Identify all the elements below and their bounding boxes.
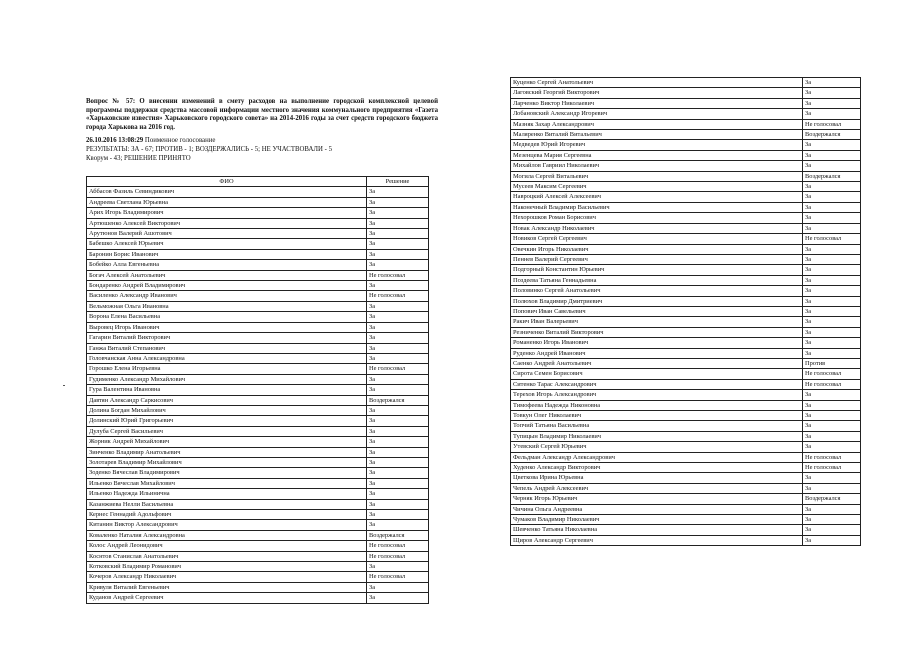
vote-decision: За: [803, 192, 861, 202]
table-row: [511, 306, 861, 316]
vote-decision: За: [803, 202, 861, 212]
vote-decision: За: [803, 296, 861, 306]
table-row: [87, 187, 429, 197]
deputy-name: Терехов Игорь Александрович: [511, 390, 803, 400]
vote-decision: За: [367, 197, 429, 207]
deputy-name: Сирота Семен Борисович: [511, 369, 803, 379]
table-row: [511, 213, 861, 223]
table-row: [511, 358, 861, 368]
deputy-name: Зоденко Вячеслав Владимирович: [87, 468, 367, 478]
table-row: [87, 218, 429, 228]
vote-decision: Не голосовал: [367, 551, 429, 561]
table-row: [511, 192, 861, 202]
vote-decision: За: [367, 343, 429, 353]
deputy-name: Черняк Игорь Юрьевич: [511, 494, 803, 504]
table-row: [511, 254, 861, 264]
vote-decision: За: [367, 426, 429, 436]
deputy-name: Шевченко Татьяна Николаевна: [511, 525, 803, 535]
deputy-name: Лаговский Георгий Викторович: [511, 88, 803, 98]
deputy-name: Ганжа Виталий Степанович: [87, 343, 367, 353]
vote-decision: За: [367, 239, 429, 249]
table-row: [511, 109, 861, 119]
vote-decision: За: [803, 109, 861, 119]
deputy-name: Топчий Татьяна Васильевна: [511, 421, 803, 431]
table-row: [511, 265, 861, 275]
deputy-name: Попович Иван Савельевич: [511, 306, 803, 316]
table-row: [87, 395, 429, 405]
vote-decision: За: [803, 244, 861, 254]
table-row: [87, 437, 429, 447]
vote-decision: За: [367, 322, 429, 332]
scan-speck: [63, 385, 65, 386]
deputy-name: Арих Игорь Владимирович: [87, 208, 367, 218]
vote-decision: За: [367, 468, 429, 478]
table-row: [87, 353, 429, 363]
table-row: [511, 223, 861, 233]
deputy-name: Ворона Елена Васильевна: [87, 312, 367, 322]
table-row: [87, 239, 429, 249]
vote-decision: За: [367, 312, 429, 322]
deputy-name: Поздеева Татьяна Геннадьевна: [511, 275, 803, 285]
vote-decision: За: [803, 390, 861, 400]
table-row: [87, 457, 429, 467]
vote-decision: За: [803, 442, 861, 452]
table-row: [511, 525, 861, 535]
table-row: [511, 421, 861, 431]
table-row: [511, 234, 861, 244]
table-row: [87, 260, 429, 270]
vote-decision: Не голосовал: [367, 572, 429, 582]
deputy-name: Худенко Александр Викторович: [511, 463, 803, 473]
deputy-name: Могила Сергей Витальевич: [511, 171, 803, 181]
deputy-name: Артюшенко Алексей Викторович: [87, 218, 367, 228]
vote-decision: За: [803, 88, 861, 98]
deputy-name: Долина Богдан Михайлович: [87, 405, 367, 415]
table-row: [511, 515, 861, 525]
deputy-name: Подгорный Константин Юрьевич: [511, 265, 803, 275]
table-row: [87, 343, 429, 353]
deputy-name: Зинченко Владимир Анатольевич: [87, 447, 367, 457]
table-row: [511, 140, 861, 150]
vote-decision: За: [367, 208, 429, 218]
table-row: [87, 270, 429, 280]
vote-decision: Против: [803, 358, 861, 368]
vote-decision: За: [367, 478, 429, 488]
table-row: [511, 171, 861, 181]
vote-decision: За: [803, 286, 861, 296]
vote-datetime: 26.10.2016 13:08:29: [86, 137, 144, 144]
vote-decision: За: [367, 405, 429, 415]
vote-decision: За: [367, 353, 429, 363]
deputy-name: Тимофеева Надежда Никоновна: [511, 400, 803, 410]
table-row: [511, 88, 861, 98]
vote-decision: Не голосовал: [803, 452, 861, 462]
table-row: [511, 182, 861, 192]
table-row: [511, 98, 861, 108]
vote-decision: Не голосовал: [803, 119, 861, 129]
table-row: [87, 593, 429, 603]
table-row: [87, 249, 429, 259]
deputy-name: Полюхов Владимир Дмитриевич: [511, 296, 803, 306]
table-row: [87, 301, 429, 311]
table-row: [511, 296, 861, 306]
vote-decision: За: [803, 254, 861, 264]
vote-decision: За: [367, 562, 429, 572]
table-row: [87, 499, 429, 509]
votes-table-left: [86, 176, 429, 604]
table-row: [511, 327, 861, 337]
deputy-name: Гура Валентина Ивановна: [87, 385, 367, 395]
vote-decision: За: [803, 98, 861, 108]
vote-decision: За: [367, 447, 429, 457]
deputy-name: Новиков Сергей Сергеевич: [511, 234, 803, 244]
deputy-name: Аббасов Фазиль Севиндикович: [87, 187, 367, 197]
vote-decision: За: [367, 374, 429, 384]
deputy-name: Куценко Сергей Анатольевич: [511, 78, 803, 88]
vote-decision: За: [803, 265, 861, 275]
deputy-name: Чепель Андрей Алексеевич: [511, 483, 803, 493]
deputy-name: Бобейко Алла Евгеньевна: [87, 260, 367, 270]
table-row: [87, 312, 429, 322]
table-row: [511, 390, 861, 400]
deputy-name: Вельможная Ольга Ивановна: [87, 301, 367, 311]
vote-decision: Не голосовал: [803, 463, 861, 473]
vote-decision: Не голосовал: [803, 234, 861, 244]
table-row: [87, 582, 429, 592]
table-row: [87, 510, 429, 520]
deputy-name: Резниченко Виталий Викторович: [511, 327, 803, 337]
table-row: [87, 562, 429, 572]
vote-decision: За: [803, 78, 861, 88]
deputy-name: Коснтов Станислав Анатольевич: [87, 551, 367, 561]
deputy-name: Ильенко Вячеслав Михайлович: [87, 478, 367, 488]
vote-decision: За: [367, 333, 429, 343]
deputy-name: Котковский Владимир Романович: [87, 562, 367, 572]
vote-decision: За: [367, 416, 429, 426]
vote-decision: За: [367, 385, 429, 395]
deputy-name: Горошко Елена Игорьевна: [87, 364, 367, 374]
deputy-name: Ракич Иван Валерьевич: [511, 317, 803, 327]
table-row: [511, 130, 861, 140]
table-row: [87, 426, 429, 436]
deputy-name: Долинский Юрий Григорьевич: [87, 416, 367, 426]
table-row: [511, 161, 861, 171]
deputy-name: Утевский Сергей Юрьевич: [511, 442, 803, 452]
deputy-name: Мезенцева Мария Сергеевна: [511, 150, 803, 160]
deputy-name: Китанин Виктор Александрович: [87, 520, 367, 530]
vote-decision: За: [803, 223, 861, 233]
deputy-name: Дулуба Сергей Васильевич: [87, 426, 367, 436]
deputy-name: Гудименко Александр Михайлович: [87, 374, 367, 384]
deputy-name: Василенко Александр Иванович: [87, 291, 367, 301]
table-row: [511, 400, 861, 410]
vote-decision: Воздержался: [803, 130, 861, 140]
deputy-name: Лобановский Александр Игоревич: [511, 109, 803, 119]
vote-decision: За: [803, 317, 861, 327]
vote-decision: Не голосовал: [803, 369, 861, 379]
deputy-name: Романенко Игорь Иванович: [511, 338, 803, 348]
deputy-name: Мазняк Захар Александрович: [511, 119, 803, 129]
vote-decision: За: [367, 520, 429, 530]
table-row: [87, 281, 429, 291]
table-row: [87, 208, 429, 218]
vote-decision: За: [803, 140, 861, 150]
table-row: [87, 364, 429, 374]
table-row: [511, 442, 861, 452]
table-row: [87, 385, 429, 395]
table-row: [511, 379, 861, 389]
table-row: [511, 275, 861, 285]
table-row: [511, 78, 861, 88]
deputy-name: Руденко Андрей Иванович: [511, 348, 803, 358]
table-header-row: [87, 177, 429, 187]
deputy-name: Баронин Борис Иванович: [87, 249, 367, 259]
deputy-name: Чумаков Владимир Николаевич: [511, 515, 803, 525]
deputy-name: Овечкин Игорь Николаевич: [511, 244, 803, 254]
deputy-name: Ильенко Надежда Ильинична: [87, 489, 367, 499]
deputy-name: Куданов Андрей Сергеевич: [87, 593, 367, 603]
vote-decision: Не голосовал: [367, 270, 429, 280]
table-row: [87, 541, 429, 551]
deputy-name: Щиров Александр Сергеевич: [511, 535, 803, 545]
table-row: [511, 535, 861, 545]
table-row: [87, 551, 429, 561]
deputy-name: Михайлов Гавриил Николаевич: [511, 161, 803, 171]
table-row: [511, 494, 861, 504]
vote-decision: За: [803, 348, 861, 358]
table-row: [87, 322, 429, 332]
deputy-name: Гагарин Виталий Викторович: [87, 333, 367, 343]
question-heading: Вопрос № 57: О внесении изменений в смету расходов на выполнение городской комплексной целевой программы поддержки средства массовой информации местного значения коммунального предприятия «Газета «Харьковские известия» Харьковского городского совета» на 2014-2016 годы за счет средств городского бюджета города Харькова на 2016 год.: [86, 98, 438, 131]
table-row: [87, 291, 429, 301]
vote-decision: За: [803, 473, 861, 483]
table-row: [511, 504, 861, 514]
table-row: [511, 244, 861, 254]
vote-decision: За: [803, 411, 861, 421]
table-row: [511, 338, 861, 348]
column-header-decision: Решение: [367, 177, 429, 187]
vote-decision: Воздержался: [367, 395, 429, 405]
table-row: [87, 333, 429, 343]
vote-decision: За: [367, 489, 429, 499]
vote-decision: За: [367, 582, 429, 592]
vote-decision: Не голосовал: [367, 291, 429, 301]
table-row: [511, 452, 861, 462]
vote-decision: За: [367, 457, 429, 467]
vote-decision: За: [367, 510, 429, 520]
table-row: [511, 483, 861, 493]
deputy-name: Половинко Сергей Анатольевич: [511, 286, 803, 296]
deputy-name: Золотарев Владимир Михайлович: [87, 457, 367, 467]
vote-decision: За: [803, 306, 861, 316]
vote-datetime-line: [86, 137, 446, 145]
votes-table-right: [510, 77, 861, 546]
vote-decision: За: [803, 400, 861, 410]
quorum-line: Кворум - 43; РЕШЕНИЕ ПРИНЯТО: [86, 154, 191, 162]
deputy-name: Наконечный Владимир Васильевич: [511, 202, 803, 212]
table-row: [87, 489, 429, 499]
vote-decision: За: [803, 182, 861, 192]
table-row: [511, 473, 861, 483]
vote-decision: За: [367, 249, 429, 259]
vote-decision: За: [803, 525, 861, 535]
table-row: [511, 431, 861, 441]
table-row: [511, 463, 861, 473]
vote-decision: Не голосовал: [803, 379, 861, 389]
vote-decision: Воздержался: [803, 171, 861, 181]
deputy-name: Коваленко Наталия Александровна: [87, 530, 367, 540]
vote-decision: За: [367, 437, 429, 447]
votes-table-right-body: [511, 78, 861, 546]
deputy-name: Цветкова Ирина Юрьевна: [511, 473, 803, 483]
vote-type: Поименное голосование: [144, 137, 216, 144]
vote-decision: За: [803, 504, 861, 514]
vote-decision: За: [367, 229, 429, 239]
table-row: [511, 317, 861, 327]
table-row: [511, 119, 861, 129]
table-row: [87, 229, 429, 239]
deputy-name: Нехорошков Роман Борисович: [511, 213, 803, 223]
deputy-name: Новак Александр Николаевич: [511, 223, 803, 233]
deputy-name: Арутюнов Валерий Ашотович: [87, 229, 367, 239]
deputy-name: Товкун Олег Николаевич: [511, 411, 803, 421]
table-row: [87, 478, 429, 488]
vote-results: [86, 146, 446, 163]
results-line: РЕЗУЛЬТАТЫ: ЗА - 67; ПРОТИВ - 1; ВОЗДЕРЖАЛИСЬ - 5; НЕ УЧАСТВОВАЛИ - 5: [86, 146, 333, 153]
vote-decision: За: [803, 431, 861, 441]
deputy-name: Андреева Светлана Юрьевна: [87, 197, 367, 207]
vote-decision: За: [367, 593, 429, 603]
table-row: [87, 197, 429, 207]
vote-decision: Воздержался: [367, 530, 429, 540]
deputy-name: Давтян Александр Саркисович: [87, 395, 367, 405]
table-row: [511, 348, 861, 358]
deputy-name: Казанжиева Нелли Васильевна: [87, 499, 367, 509]
vote-decision: За: [367, 281, 429, 291]
deputy-name: Ларченко Виктор Николаевич: [511, 98, 803, 108]
vote-decision: За: [803, 515, 861, 525]
table-row: [87, 416, 429, 426]
vote-decision: Не голосовал: [367, 541, 429, 551]
deputy-name: Жорник Андрей Михайлович: [87, 437, 367, 447]
deputy-name: Кривуля Виталий Евгеньевич: [87, 582, 367, 592]
deputy-name: Мусеев Максим Сергеевич: [511, 182, 803, 192]
vote-decision: За: [803, 421, 861, 431]
table-row: [87, 374, 429, 384]
deputy-name: Пеннев Валерий Сергеевич: [511, 254, 803, 264]
table-row: [511, 202, 861, 212]
table-row: [511, 369, 861, 379]
deputy-name: Богач Алексей Анатольевич: [87, 270, 367, 280]
vote-decision: За: [803, 161, 861, 171]
table-row: [87, 530, 429, 540]
table-row: [87, 405, 429, 415]
deputy-name: Фельдман Александр Александрович: [511, 452, 803, 462]
vote-decision: За: [367, 218, 429, 228]
table-row: [87, 572, 429, 582]
vote-decision: За: [803, 150, 861, 160]
vote-decision: За: [367, 260, 429, 270]
vote-decision: За: [367, 499, 429, 509]
deputy-name: Ситенко Тарас Александрович: [511, 379, 803, 389]
deputy-name: Тупицын Владимир Николаевич: [511, 431, 803, 441]
deputy-name: Колос Андрей Леонидович: [87, 541, 367, 551]
deputy-name: Бабешко Алексей Юрьевич: [87, 239, 367, 249]
deputy-name: Выровец Игорь Иванович: [87, 322, 367, 332]
vote-decision: Не голосовал: [367, 364, 429, 374]
table-row: [87, 468, 429, 478]
deputy-name: Маляренко Виталий Витальевич: [511, 130, 803, 140]
table-row: [87, 520, 429, 530]
deputy-name: Саенко Андрей Анатольевич: [511, 358, 803, 368]
vote-decision: За: [367, 187, 429, 197]
vote-decision: Воздержался: [803, 494, 861, 504]
deputy-name: Кернес Геннадий Адольфович: [87, 510, 367, 520]
deputy-name: Навроцкий Алексей Алексеевич: [511, 192, 803, 202]
vote-decision: За: [803, 535, 861, 545]
table-row: [511, 150, 861, 160]
vote-decision: За: [803, 483, 861, 493]
table-row: [511, 411, 861, 421]
vote-decision: За: [803, 327, 861, 337]
votes-table-left-body: [87, 187, 429, 603]
deputy-name: Чичина Ольга Андреевна: [511, 504, 803, 514]
vote-decision: За: [803, 338, 861, 348]
deputy-name: Головчанская Анна Александровна: [87, 353, 367, 363]
table-row: [511, 286, 861, 296]
vote-decision: За: [803, 275, 861, 285]
table-row: [87, 447, 429, 457]
deputy-name: Кочеров Александр Николаевич: [87, 572, 367, 582]
deputy-name: Бондаренко Андрей Владимирович: [87, 281, 367, 291]
deputy-name: Медведев Юрий Игоревич: [511, 140, 803, 150]
vote-decision: За: [803, 213, 861, 223]
vote-decision: За: [367, 301, 429, 311]
column-header-name: ФИО: [87, 177, 367, 187]
